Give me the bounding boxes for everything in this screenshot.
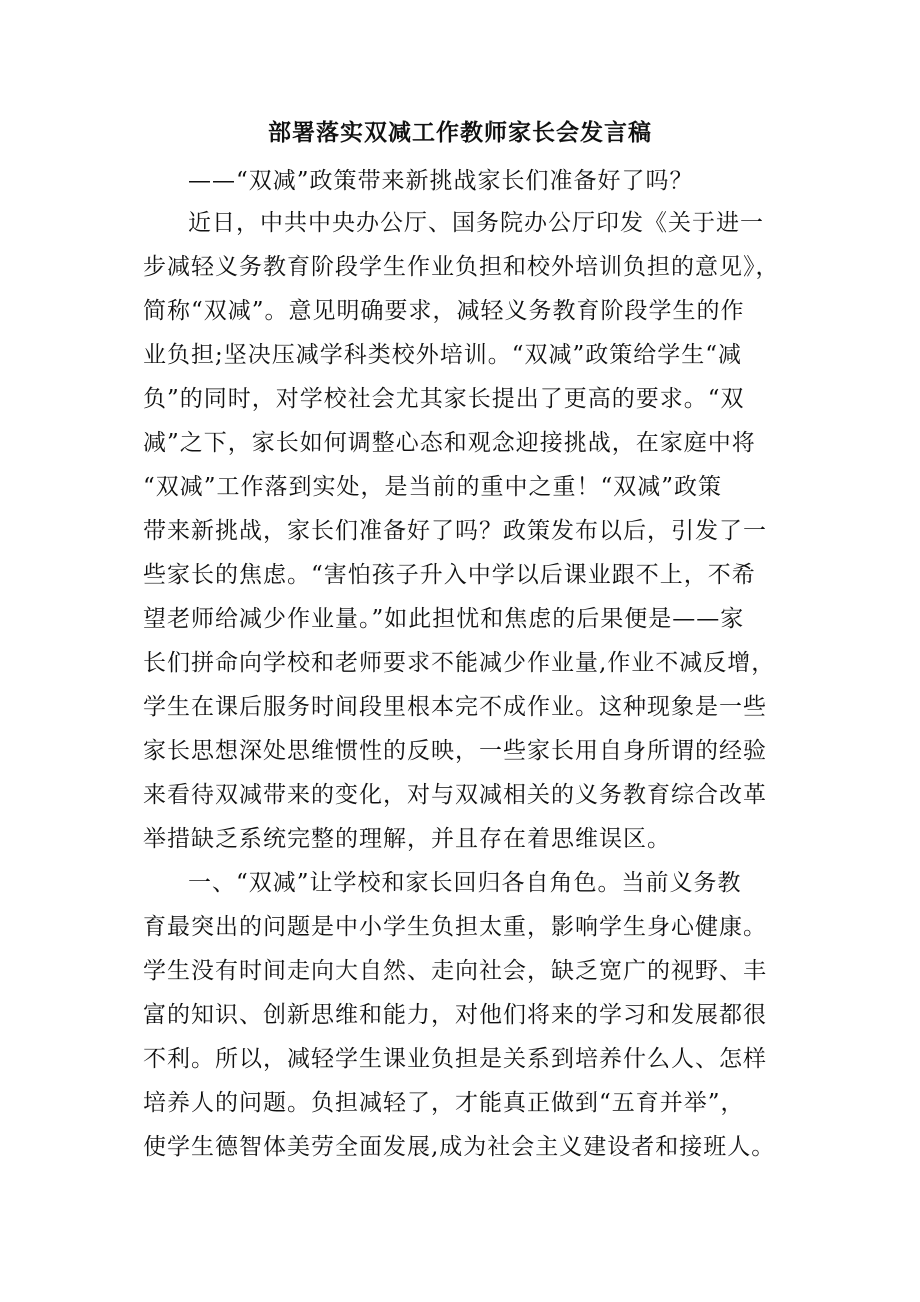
paragraph-2-line: 一、“双减”让学校和家长回归各自角色。当前义务教 xyxy=(188,870,742,896)
document-title: 部署落实双减工作教师家长会发言稿 xyxy=(268,119,652,146)
paragraph-1-line: 负”的同时，对学校社会尤其家长提出了更高的要求。“双 xyxy=(143,386,745,412)
paragraph-1-line: 家长思想深处思维惯性的反映，一些家长用自身所谓的经验 xyxy=(143,738,767,764)
paragraph-1-line: 步减轻义务教育阶段学生作业负担和校外培训负担的意见》， xyxy=(143,254,780,280)
paragraph-1-line: 来看待双减带来的变化，对与双减相关的义务教育综合改革 xyxy=(143,782,767,808)
paragraph-2-line: 学生没有时间走向大自然、走向社会，缺乏宽广的视野、丰 xyxy=(143,958,767,984)
paragraph-1-line: 些家长的焦虑。“害怕孩子升入中学以后课业跟不上，不希 xyxy=(143,562,756,588)
paragraph-1-line: 学生在课后服务时间段里根本完不成作业。这种现象是一些 xyxy=(143,694,767,720)
paragraph-2-line: 不利。所以，减轻学生课业负担是关系到培养什么人、怎样 xyxy=(143,1046,767,1072)
paragraph-1-line: 业负担;坚决压减学科类校外培训。“双减”政策给学生“减 xyxy=(143,342,743,368)
paragraph-1-line: 减”之下，家长如何调整心态和观念迎接挑战，在家庭中将 xyxy=(143,430,756,456)
paragraph-1-line: 简称“双减”。意见明确要求，减轻义务教育阶段学生的作 xyxy=(143,298,745,324)
paragraph-1-line: 近日，中共中央办公厅、国务院办公厅印发《关于进一 xyxy=(188,210,764,236)
paragraph-1-line: 长们拼命向学校和老师要求不能减少作业量,作业不减反增， xyxy=(143,650,776,676)
document-subtitle: ——“双减”政策带来新挑战家长们准备好了吗？ xyxy=(188,168,694,194)
paragraph-2-line: 育最突出的问题是中小学生负担太重，影响学生身心健康。 xyxy=(143,914,767,940)
paragraph-2-line: 培养人的问题。负担减轻了，才能真正做到“五育并举”， xyxy=(143,1090,745,1116)
paragraph-1-line: 带来新挑战，家长们准备好了吗？政策发布以后，引发了一 xyxy=(143,518,767,544)
paragraph-2-line: 富的知识、创新思维和能力，对他们将来的学习和发展都很 xyxy=(143,1002,767,1028)
paragraph-1-line: 望老师给减少作业量。”如此担忧和焦虑的后果便是——家 xyxy=(143,606,745,632)
paragraph-1-line: “双减”工作落到实处，是当前的重中之重！“双减”政策 xyxy=(143,474,723,500)
paragraph-2-line: 使学生德智体美劳全面发展,成为社会主义建设者和接班人。 xyxy=(143,1134,776,1160)
paragraph-1-line: 举措缺乏系统完整的理解，并且存在着思维误区。 xyxy=(143,826,671,852)
